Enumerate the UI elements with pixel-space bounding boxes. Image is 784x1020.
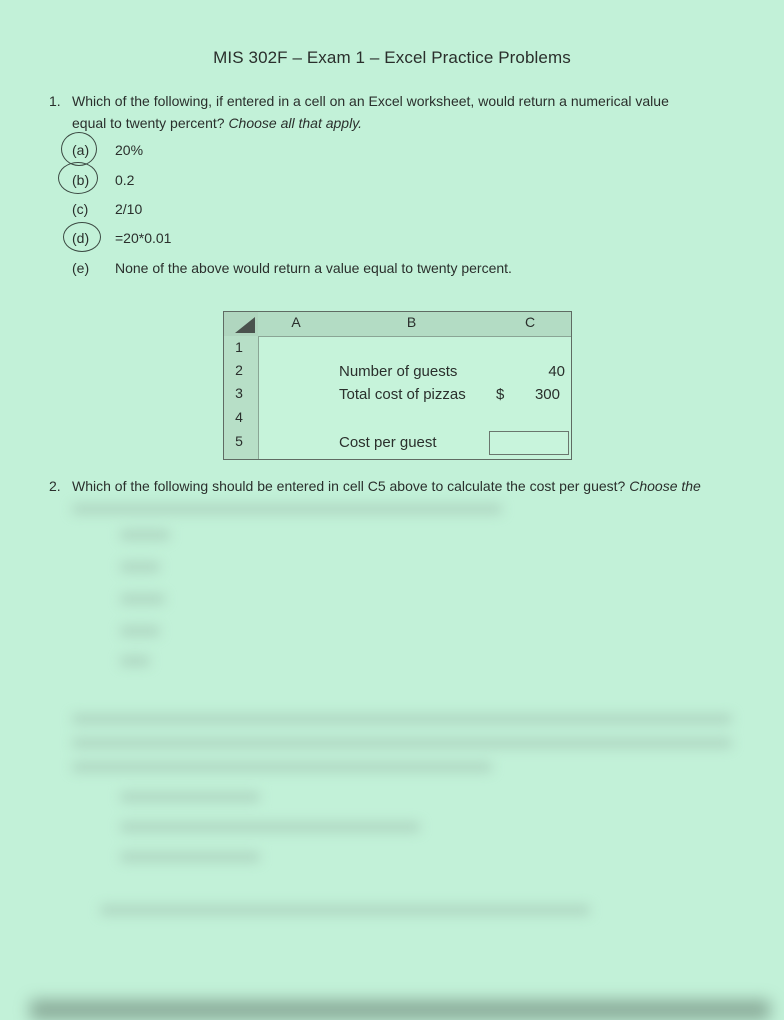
page-edge-shadow bbox=[30, 1000, 770, 1020]
cell-c3[interactable]: 300 bbox=[534, 386, 560, 403]
option-value: None of the above would return a value equal to twenty percent. bbox=[115, 260, 512, 276]
cell-c3-currency: $ bbox=[496, 386, 505, 403]
question-2-instruction: Choose the bbox=[629, 478, 701, 494]
question-1-number: 1. bbox=[49, 93, 61, 109]
question-1-line-2: equal to twenty percent? bbox=[72, 115, 225, 131]
option-letter: (d) bbox=[72, 230, 90, 246]
option-letter: (a) bbox=[72, 142, 90, 158]
option-value: 2/10 bbox=[115, 201, 143, 217]
question-2-text bbox=[72, 475, 772, 497]
cell-b2[interactable]: Number of guests bbox=[339, 363, 458, 380]
spreadsheet bbox=[223, 311, 572, 460]
page-title: MIS 302F – Exam 1 – Excel Practice Problems bbox=[213, 48, 571, 67]
option-letter: (e) bbox=[72, 260, 90, 276]
cell-b3[interactable]: Total cost of pizzas bbox=[339, 386, 466, 403]
column-header-row bbox=[224, 312, 571, 337]
row-header-3[interactable]: 3 bbox=[235, 385, 243, 401]
cell-b5[interactable]: Cost per guest bbox=[339, 434, 437, 451]
question-1-instruction: Choose all that apply. bbox=[228, 115, 363, 131]
row-header-5[interactable]: 5 bbox=[235, 433, 243, 449]
option-letter: (b) bbox=[72, 172, 90, 188]
row-header-2[interactable]: 2 bbox=[235, 362, 243, 378]
row-header-1[interactable]: 1 bbox=[235, 339, 243, 355]
select-all-triangle-icon bbox=[235, 317, 255, 333]
cell-c5[interactable] bbox=[489, 431, 569, 455]
option-value: =20*0.01 bbox=[115, 230, 172, 246]
column-header-b[interactable]: B bbox=[406, 314, 417, 330]
column-header-c[interactable]: C bbox=[524, 314, 536, 330]
cell-c2[interactable]: 40 bbox=[548, 363, 565, 380]
row-header-4[interactable]: 4 bbox=[235, 409, 243, 425]
question-2-number: 2. bbox=[49, 478, 61, 494]
question-1-line-1: Which of the following, if entered in a cell on an Excel worksheet, would return a numerical value bbox=[72, 93, 669, 109]
row-header-column bbox=[224, 336, 259, 459]
question-1-text bbox=[72, 90, 762, 134]
option-value: 0.2 bbox=[115, 172, 135, 188]
column-header-a[interactable]: A bbox=[291, 314, 301, 330]
option-letter: (c) bbox=[72, 201, 89, 217]
select-all-corner[interactable] bbox=[224, 312, 258, 336]
blurred-content bbox=[0, 500, 784, 1015]
option-value: 20% bbox=[115, 142, 144, 158]
question-2-line-1: Which of the following should be entered in cell C5 above to calculate the cost per guest? bbox=[72, 478, 626, 494]
